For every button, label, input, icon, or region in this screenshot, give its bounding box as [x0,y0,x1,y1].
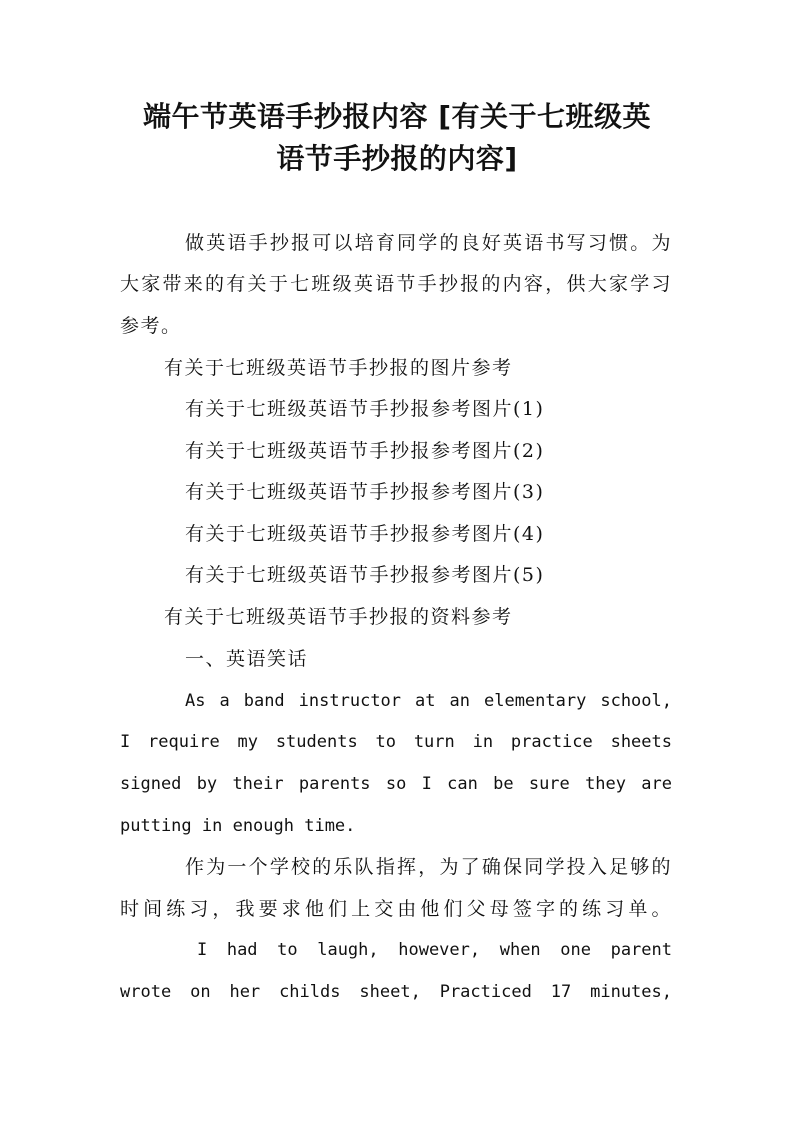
english-paragraph-1-line-1: As a band instructor at an elementary school, [185,691,672,711]
subsection-heading-jokes: 一、英语笑话 [185,648,309,670]
title-line-2: 语节手抄报的内容] [276,142,518,175]
english-paragraph-2-line-1: I had to laugh, however, when one parent [197,940,672,960]
chinese-paragraph-1-line-1: 作为一个学校的乐队指挥，为了确保同学投入足够的 [185,856,672,878]
picture-reference-item: 有关于七班级英语节手抄报参考图片(4) [185,523,545,545]
picture-reference-item: 有关于七班级英语节手抄报参考图片(3) [185,481,545,503]
english-paragraph-1-line-3: signed by their parents so I can be sure they are [120,774,672,794]
intro-line-3: 参考。 [120,315,182,337]
english-paragraph-1-line-2: I require my students to turn in practice sheets [120,732,672,752]
picture-reference-item: 有关于七班级英语节手抄报参考图片(1) [185,398,545,420]
section-heading-materials: 有关于七班级英语节手抄报的资料参考 [164,606,513,628]
section-heading-pictures: 有关于七班级英语节手抄报的图片参考 [164,357,513,379]
document-title [100,96,694,180]
picture-reference-item: 有关于七班级英语节手抄报参考图片(2) [185,440,545,462]
picture-reference-item: 有关于七班级英语节手抄报参考图片(5) [185,564,545,586]
english-paragraph-1-line-4: putting in enough time. [120,816,356,836]
intro-line-1: 做英语手抄报可以培育同学的良好英语书写习惯。为 [185,232,672,254]
english-paragraph-2-line-2: wrote on her childs sheet, Practiced 17 minutes, [120,982,672,1002]
chinese-paragraph-1-line-2: 时间练习，我要求他们上交由他们父母签字的练习单。 [120,898,672,920]
title-line-1: 端午节英语手抄报内容 [有关于七班级英 [142,100,652,133]
intro-line-2: 大家带来的有关于七班级英语节手抄报的内容，供大家学习 [120,273,672,295]
